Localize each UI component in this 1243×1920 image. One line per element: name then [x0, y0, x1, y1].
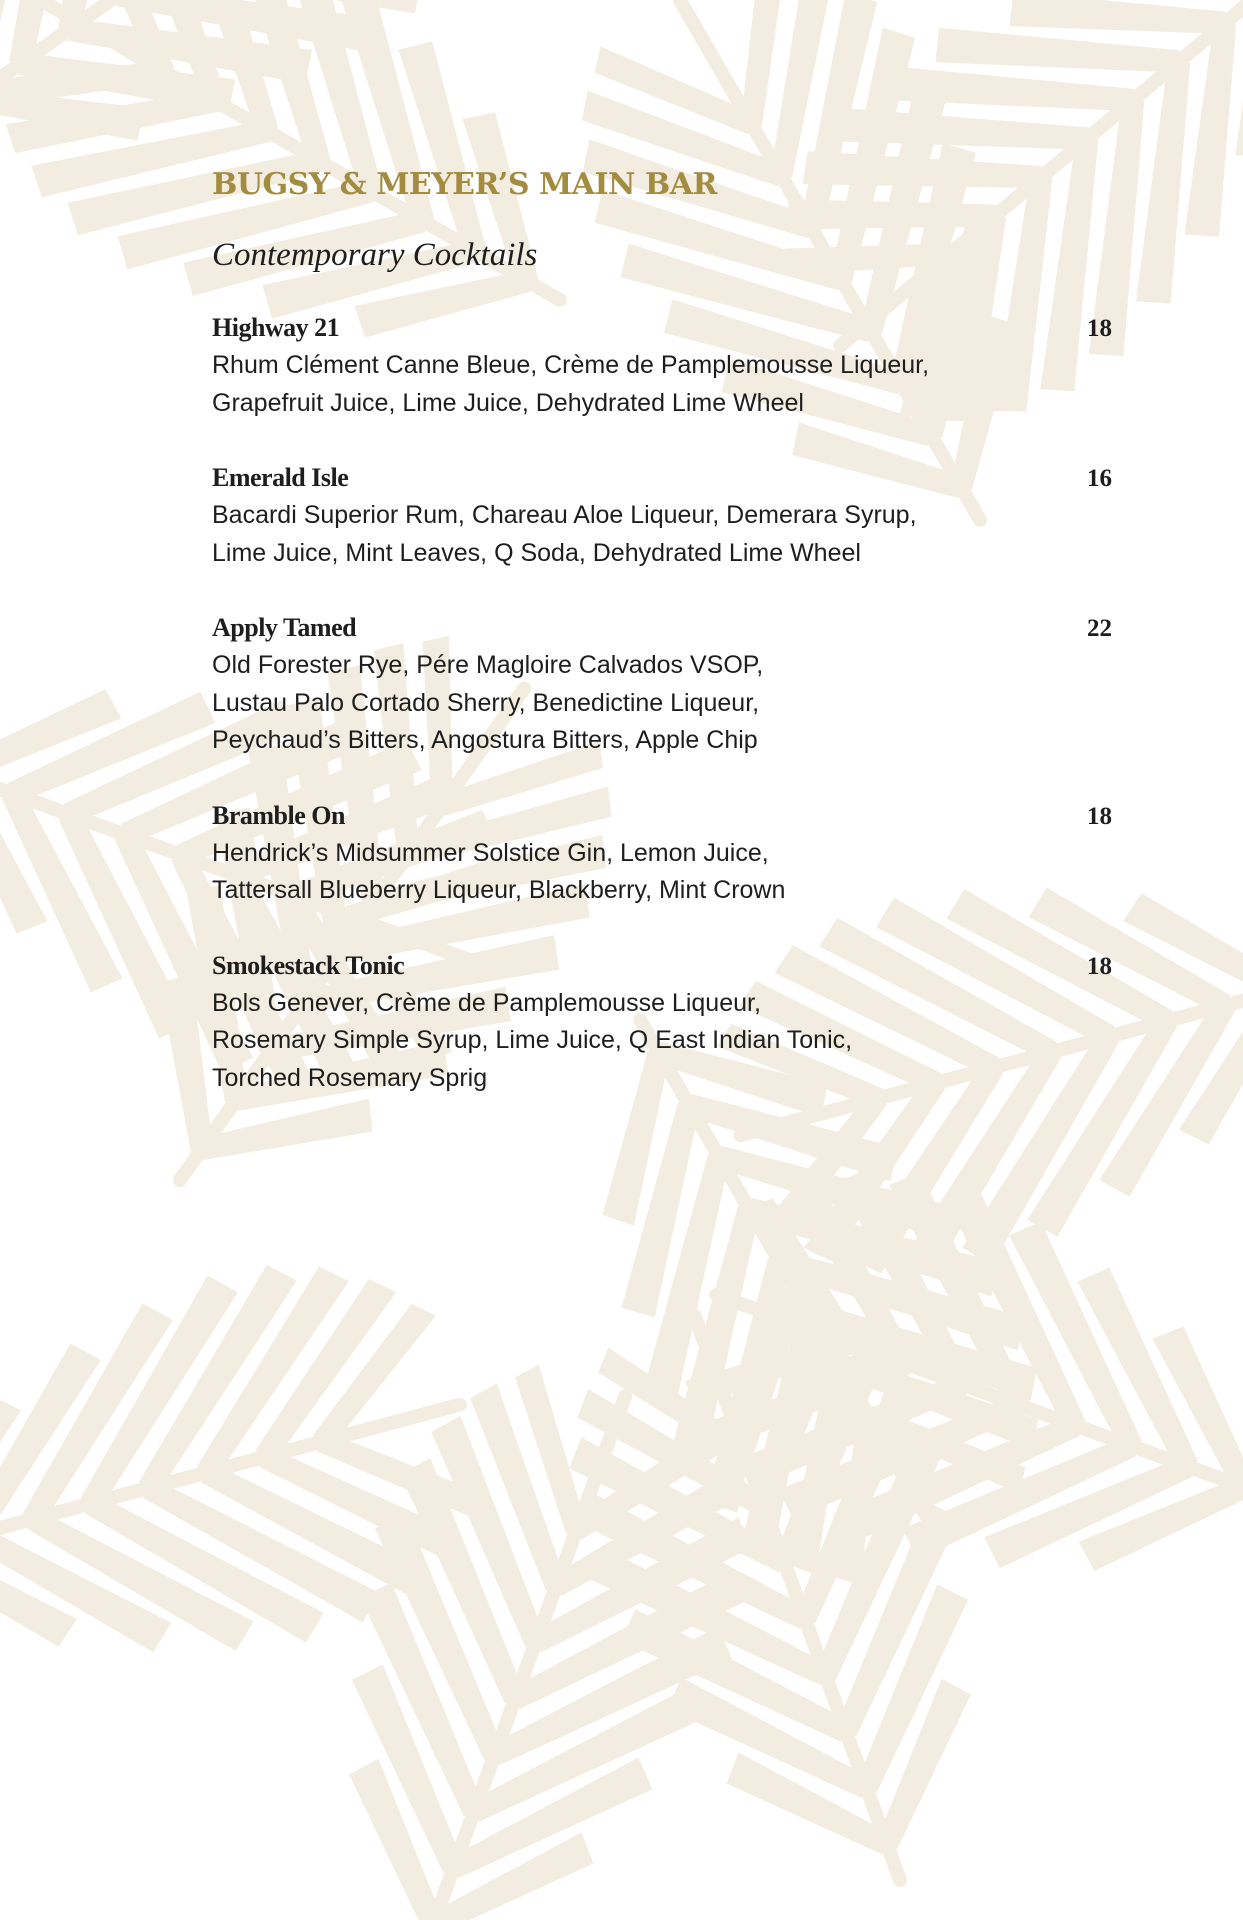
item-price: 22 — [1087, 615, 1112, 642]
ingredient-line: Bacardi Superior Rum, Chareau Aloe Liqueur, Demerara Syrup, — [212, 501, 917, 529]
item-price: 16 — [1087, 465, 1112, 492]
item-description — [212, 985, 1112, 1098]
menu-item-emerald-isle — [212, 459, 1112, 572]
menu-item-bramble-on — [212, 797, 1112, 910]
item-description — [212, 497, 1112, 572]
menu-item-smokestack-tonic — [212, 947, 1112, 1098]
item-name: Smokestack Tonic — [212, 950, 405, 980]
ingredient-line: Old Forester Rye, Pére Magloire Calvados VSOP, — [212, 651, 764, 679]
ingredient-line: Hendrick’s Midsummer Solstice Gin, Lemon Juice, — [212, 838, 769, 867]
item-price: 18 — [1087, 952, 1112, 980]
cocktail-list — [212, 309, 1112, 1097]
ingredient-line: Peychaud’s Bitters, Angostura Bitters, Apple Chip — [212, 726, 758, 754]
item-price: 18 — [1087, 315, 1112, 342]
section-title: Contemporary Cocktails — [212, 237, 538, 273]
item-name: Apply Tamed — [212, 613, 357, 642]
ingredient-line: Grapefruit Juice, Lime Juice, Dehydrated Lime Wheel — [212, 388, 804, 417]
item-description — [212, 647, 1112, 760]
menu-page — [212, 160, 1112, 1134]
ingredient-line: Torched Rosemary Sprig — [212, 1063, 488, 1092]
ingredient-line: Lustau Palo Cortado Sherry, Benedictine Liqueur, — [212, 688, 760, 717]
item-name: Emerald Isle — [212, 463, 349, 492]
item-name: Highway 21 — [212, 313, 340, 342]
item-name: Bramble On — [212, 800, 345, 830]
menu-item-highway-21 — [212, 309, 1112, 422]
item-description — [212, 835, 1112, 910]
ingredient-line: Lime Juice, Mint Leaves, Q Soda, Dehydrated Lime Wheel — [212, 538, 861, 567]
ingredient-line: Rosemary Simple Syrup, Lime Juice, Q East Indian Tonic, — [212, 1026, 853, 1054]
menu-item-apply-tamed — [212, 609, 1112, 760]
ingredient-line: Bols Genever, Crème de Pamplemousse Liqueur, — [212, 988, 761, 1017]
ingredient-line: Tattersall Blueberry Liqueur, Blackberry, Mint Crown — [212, 876, 786, 904]
item-price: 18 — [1087, 802, 1112, 830]
menu-title: BUGSY & MEYER’S MAIN BAR — [212, 167, 717, 202]
item-description — [212, 347, 1112, 422]
ingredient-line: Rhum Clément Canne Bleue, Crème de Pamplemousse Liqueur, — [212, 351, 930, 379]
